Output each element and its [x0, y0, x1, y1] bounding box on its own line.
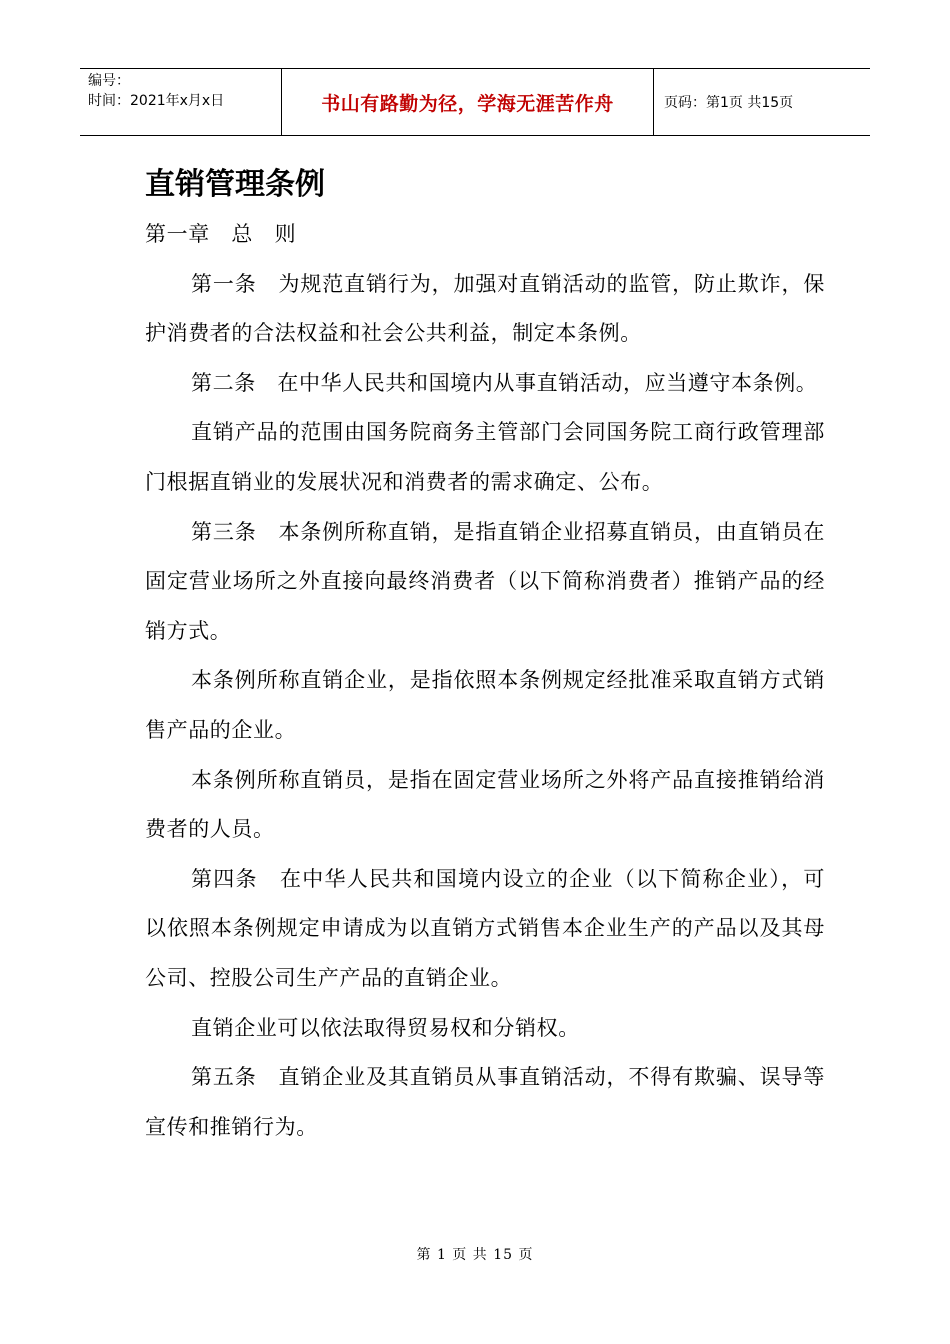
- paragraph-trade-rights: 直销企业可以依法取得贸易权和分销权。: [191, 1015, 580, 1040]
- paragraph-article-3: 第三条 本条例所称直销，是指直销企业招募直销员，由直销员在固定营业场所之外直接向最终消费者（以下简称消费者）推销产品的经销方式。: [145, 519, 825, 643]
- paragraph-article-5: 第五条 直销企业及其直销员从事直销活动，不得有欺骗、误导等宣传和推销行为。: [145, 1065, 825, 1139]
- header-motto-cell: [282, 69, 654, 135]
- number-label: 编号：: [88, 73, 130, 89]
- paragraph-direct-seller-def: 本条例所称直销员，是指在固定营业场所之外将产品直接推销给消费者的人员。: [145, 767, 825, 842]
- paragraph-article-1: 第一条 为规范直销行为，加强对直销活动的监管，防止欺诈，保护消费者的合法权益和社会公共利益，制定本条例。: [145, 271, 825, 346]
- document-body: [145, 210, 825, 1152]
- document-title: 直销管理条例: [145, 167, 325, 202]
- document-header: [80, 68, 870, 136]
- header-meta: [80, 69, 282, 135]
- paragraph-direct-enterprise-def: 本条例所称直销企业，是指依照本条例规定经批准采取直销方式销售产品的企业。: [145, 668, 825, 742]
- motto-text: 书山有路勤为径，学海无涯苦作舟: [321, 92, 614, 115]
- time-label: 时间：2021年x月x日: [88, 93, 225, 109]
- header-page-cell: [654, 69, 870, 135]
- paragraph-article-2: 第二条 在中华人民共和国境内从事直销活动，应当遵守本条例。: [191, 370, 818, 395]
- chapter-heading: 第一章 总 则: [145, 222, 297, 246]
- page-info: 页码：第1页 共15页: [664, 95, 794, 111]
- page-footer: 第 1 页 共 15 页: [416, 1247, 534, 1263]
- paragraph-product-scope: 直销产品的范围由国务院商务主管部门会同国务院工商行政管理部门根据直销业的发展状况和消费者的需求确定、公布。: [145, 420, 825, 494]
- paragraph-article-4: 第四条 在中华人民共和国境内设立的企业（以下简称企业），可以依照本条例规定申请成为以直销方式销售本企业生产的产品以及其母公司、控股公司生产产品的直销企业。: [145, 866, 825, 990]
